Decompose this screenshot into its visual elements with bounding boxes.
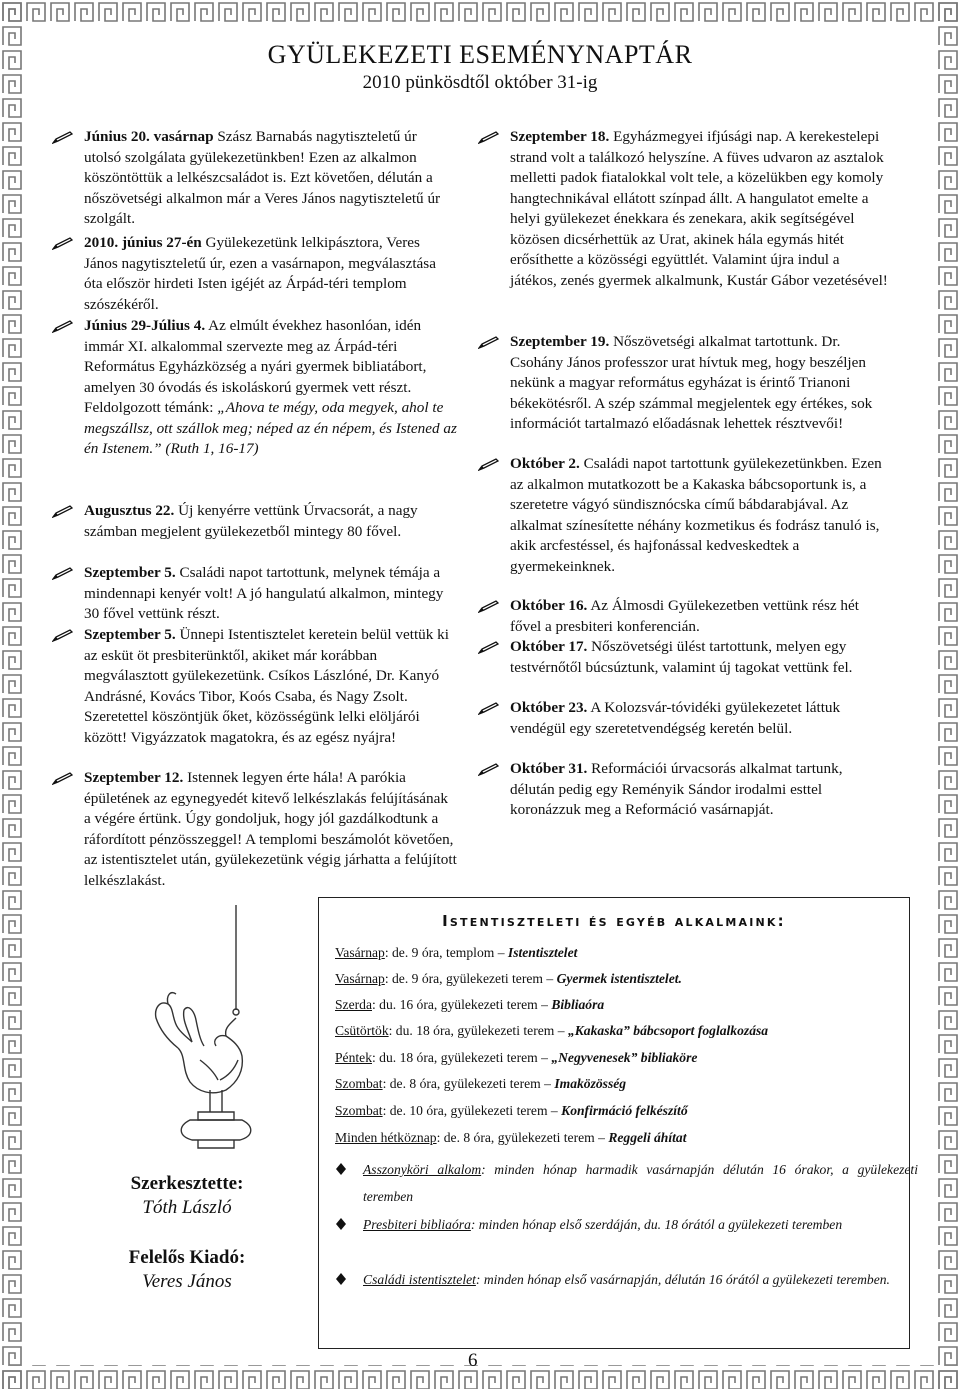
event-text: Egyházmegyei ifjúsági nap. A kerekestelepi strand volt a találkozó helyszíne. A füves udvaron az asztalok melletti padok fiatalokkal volt tele, a közelükben egy komoly hangtechnikával ellátott színpad állt. A hangulatot emelte a helyi gyülekezet énekkara és zenekara, akik segítségével közösen dicsérhettük az Urat, akinek hála egymás hitét erősíthette a közösségi együttlét. Valamint újra indul a játékos, zenés gyermek alkalmunk, Kustár Gábor vezetésével! [510, 128, 888, 289]
event-text: Gyülekezetünk lelkipásztora, Veres János nagytiszteletű úr, ezen a vasárnapon, megválasztása óta először hirdeti Isten igéjét az Árpád-téri templom szószékéről. [84, 234, 436, 313]
event-text: Új kenyérre vettünk Úrvacsorát, a nagy számban megjelent gyülekezetből mintegy 80 fővel. [84, 502, 418, 540]
pen-icon [52, 130, 74, 144]
event-text: Reformációi úrvacsorás alkalmat tartunk, délután pedig egy Reményik Sándor irodalmi esttel koronázzuk meg a Reformáció vasárnapját. [510, 760, 843, 818]
service-time: : de. 10 óra, gyülekezeti terem – [382, 1103, 562, 1118]
page-title: GYÜLEKEZETI ESEMÉNYNAPTÁR [267, 40, 693, 69]
event-item [478, 698, 888, 759]
editor-label: Szerkesztette: [130, 1173, 244, 1194]
page-number: 6 [468, 1350, 478, 1371]
service-day: Vasárnap [335, 971, 385, 986]
service-day: Péntek [335, 1050, 372, 1065]
event-date: Szeptember 5. [84, 626, 176, 643]
event-item [478, 637, 888, 698]
event-text: Nőszövetségi alkalmat tartottunk. Dr. Csohány János professzor urat hívtuk meg, hogy beszéljen nekünk a magyar református egyházat is érintő Trianoni békekötésről. A szép számmal megjelentek egy értékes, sok információt tartalmazó előadásnak lehettek résztvevői! [510, 333, 873, 432]
bible-quote: „Ahova te mégy, oda megyek, ahol te megszállsz, ott szállok meg; néped az én népem, és Istened az én Istenem.” (Ruth 1, 16-17) [84, 399, 457, 457]
publisher-credit [112, 1246, 262, 1294]
service-event: Konfirmáció felkészítő [561, 1103, 688, 1118]
event-item [52, 625, 457, 768]
pen-icon [52, 319, 74, 333]
service-time: : de. 9 óra, templom – [384, 945, 508, 960]
publisher-name: Veres János [142, 1271, 232, 1292]
left-column [52, 127, 457, 891]
other-event [335, 1211, 918, 1238]
service-row [335, 971, 682, 987]
diamond-bullet-icon [335, 1272, 347, 1286]
service-time: : du. 18 óra, gyülekezeti terem – [372, 1050, 552, 1065]
services-box [318, 897, 918, 1349]
event-date: 2010. június 27-én [84, 234, 202, 251]
event-text: Az Álmosdi Gyülekezetben vettünk rész hét fővel a presbiteri konferencián. [510, 597, 859, 635]
services-title: Istentiszteleti és egyéb alkalmaink: [442, 912, 786, 930]
other-event-label: Asszonyköri alkalom [363, 1162, 482, 1177]
service-event: Imaközösség [554, 1076, 627, 1091]
service-event: Istentisztelet [507, 945, 578, 960]
service-time: : de. 8 óra, gyülekezeti terem – [382, 1076, 555, 1091]
service-row [335, 1103, 688, 1119]
event-item [52, 501, 457, 563]
pen-icon [478, 599, 500, 613]
event-item [52, 233, 457, 316]
event-text: Ünnepi Istentisztelet keretein belül vettük ki az esküt öt presbiterünktől, akiket már korábban megválasztott gyülekezetünk. Csíkos Lászlóné, Dr. Kanyó Andrásné, Kovács Tibor, Koós Csaba, és Nagy Zsolt. Szeretettel köszöntjük őket, közösségünk lelki elöljárói között! Vigyázzatok magatokra, és az egész nyájra! [84, 626, 449, 746]
event-date: Június 20. vasárnap [84, 128, 214, 145]
event-text: Istennek legyen érte hála! A parókia épületének az egynegyedét kitevő lelkészlakás felújításának a végére értünk. Úgy gondoljuk, hogy jól gazdálkodtunk a ráfordított pénzösszeggel! A templomi beszámolót követően, az istentisztelet után, gyülekezetünk végig járhatta a felújított lelkészlakást. [84, 769, 457, 889]
pen-icon [52, 236, 74, 250]
event-item [52, 563, 457, 625]
pen-icon [478, 457, 500, 471]
diamond-bullet-icon [335, 1217, 347, 1231]
service-day: Vasárnap [335, 945, 385, 960]
event-date: Szeptember 12. [84, 769, 184, 786]
service-time: : du. 16 óra, gyülekezeti terem – [372, 997, 552, 1012]
event-date: Október 17. [510, 638, 588, 655]
pen-icon [478, 701, 500, 715]
right-column [478, 127, 888, 821]
event-item [478, 454, 888, 596]
event-item [52, 316, 457, 501]
pen-icon [478, 640, 500, 654]
editor-credit [112, 1172, 262, 1220]
event-text: A Kolozsvár-tóvidéki gyülekezetet láttuk vendégül egy szeretetvendégség keretén belül. [510, 699, 841, 737]
event-item [478, 127, 888, 332]
event-date: Október 31. [510, 760, 588, 777]
diamond-bullet-icon [335, 1162, 347, 1176]
service-day: Minden hétköznap [335, 1130, 437, 1145]
event-item [52, 768, 457, 891]
other-event-text: : minden hónap harmadik vasárnapján délután 16 órakor, a gyülekezeti teremben [363, 1162, 918, 1204]
pen-icon [478, 130, 500, 144]
pen-icon [52, 771, 74, 785]
page-subtitle: 2010 pünkösdtől október 31-ig [362, 72, 598, 93]
event-item [478, 759, 888, 821]
pen-icon [52, 504, 74, 518]
service-row [335, 1050, 697, 1066]
other-event-label: Presbiteri bibliaóra [363, 1217, 471, 1232]
event-date: Október 23. [510, 699, 588, 716]
service-event: „Negyvenesek” bibliaköre [551, 1050, 698, 1065]
editor-name: Tóth László [142, 1197, 232, 1218]
event-text: Nőszövetségi ülést tartottunk, melyen egy testvérnőtől búcsúztunk, valamint új tagokat vettünk fel. [510, 638, 853, 676]
service-event: „Kakaska” bábcsoport foglalkozása [567, 1023, 769, 1038]
event-date: Augusztus 22. [84, 502, 175, 519]
event-text: Családi napot tartottunk gyülekezetünkben. Ezen az alkalmon mutatkozott be a Kakaska bábcsoportunk is, a szeretetre vágyó sündisznócska című bábdarabjával. Az alkalmat színesítette néhány kozmetikus és fodrász tanuló is, akik arcfestéssel, és hajfonással kedveskedtek a gyermekeinknek. [510, 455, 882, 575]
event-text: Családi napot tartottunk, melynek témája a mindennapi kenyér volt! A jó hangulatú alkalmon, mintegy 30 fővel vettünk részt. [84, 564, 444, 622]
service-row [335, 945, 577, 961]
service-day: Szombat [335, 1103, 383, 1118]
event-date: Szeptember 18. [510, 128, 610, 145]
event-text: Szász Barnabás nagytiszteletű úr utolsó szolgálata gyülekezetünkben! Ezen az alkalmon köszöntöttük a lelkészcsaládot is. Ezt követően, délután a nőszövetségi alkalmon már a Veres János nagytiszteletű úr szolgált. [84, 128, 441, 227]
service-event: Gyermek istentisztelet. [556, 971, 682, 986]
publisher-label: Felelős Kiadó: [128, 1247, 246, 1268]
service-event: Reggeli áhítat [608, 1130, 687, 1145]
event-date: Szeptember 19. [510, 333, 610, 350]
event-date: Október 2. [510, 455, 580, 472]
service-day: Szombat [335, 1076, 383, 1091]
other-event-text: : minden hónap első szerdáján, du. 18 órától a gyülekezeti teremben [470, 1217, 843, 1232]
event-item [52, 127, 457, 233]
other-event-text: : minden hónap első vasárnapján, délután 16 órától a gyülekezeti teremben. [475, 1272, 890, 1287]
service-row [335, 1076, 626, 1092]
service-event: Bibliaóra [551, 997, 605, 1012]
service-time: : du. 18 óra, gyülekezeti terem – [388, 1023, 568, 1038]
service-row [335, 997, 604, 1013]
pen-icon [52, 566, 74, 580]
pen-icon [478, 335, 500, 349]
pen-icon [52, 628, 74, 642]
service-day: Csütörtök [335, 1023, 389, 1038]
pen-icon [478, 762, 500, 776]
service-day: Szerda [335, 997, 372, 1012]
event-date: Június 29-Július 4. [84, 317, 206, 334]
event-item [478, 596, 888, 637]
event-text: Az elmúlt évekhez hasonlóan, idén immár XI. alkalommal szervezte meg az Árpád-téri Református Egyházközség a nyári gyermek bibliatábort, amelyen 30 óvodás és iskoláskorú gyermek vett részt. Feldolgozott témánk: [84, 317, 427, 416]
other-event [335, 1266, 918, 1293]
service-row [335, 1130, 686, 1146]
other-event [335, 1156, 918, 1210]
service-time: : de. 9 óra, gyülekezeti terem – [384, 971, 557, 986]
event-date: Szeptember 5. [84, 564, 176, 581]
event-item [478, 332, 888, 454]
other-event-label: Családi istentisztelet [363, 1272, 476, 1287]
service-time: : de. 8 óra, gyülekezeti terem – [436, 1130, 609, 1145]
service-row [335, 1023, 768, 1039]
event-date: Október 16. [510, 597, 588, 614]
rooster-weathervane-illustration [138, 900, 288, 1150]
